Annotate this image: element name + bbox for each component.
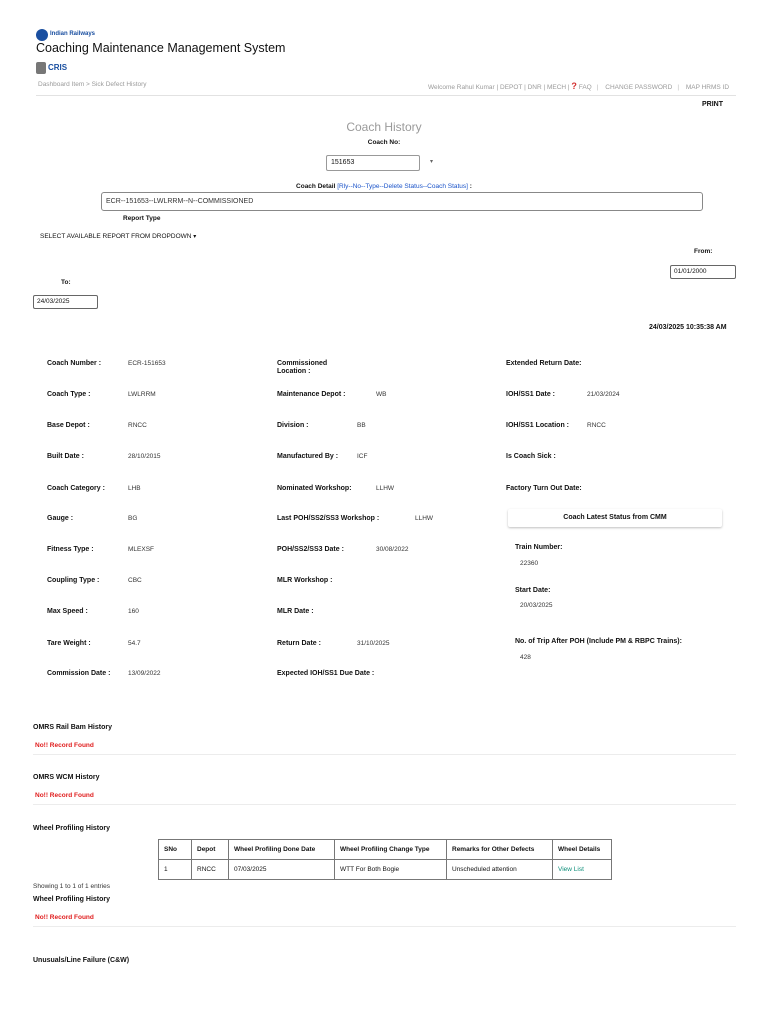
coach-type-label: Coach Type : xyxy=(47,391,91,398)
coach-no-input[interactable]: 151653 xyxy=(326,155,420,171)
col-done-date: Wheel Profiling Done Date xyxy=(229,840,335,860)
train-number-value: 22360 xyxy=(520,560,539,567)
division-label: Division : xyxy=(277,422,309,429)
cmm-status-card: Coach Latest Status from CMM xyxy=(508,509,722,527)
omrs-wcm-title: OMRS WCM History xyxy=(33,774,100,781)
ioh-date-value: 21/03/2024 xyxy=(587,391,620,398)
cris-logo: CRIS xyxy=(36,62,67,74)
welcome-text: Welcome Rahul Kumar | DEPOT | DNR | MECH | xyxy=(428,84,570,91)
commissioned-location-label: Commissioned Location : xyxy=(277,360,328,375)
maintenance-depot-label: Maintenance Depot : xyxy=(277,391,346,398)
poh-date-value: 30/08/2022 xyxy=(376,546,409,553)
train-number-label: Train Number: xyxy=(515,544,563,551)
return-date-label: Return Date : xyxy=(277,640,321,647)
coach-category-label: Coach Category : xyxy=(47,485,105,492)
is-coach-sick-label: Is Coach Sick : xyxy=(506,453,556,460)
map-hrms-link[interactable]: MAP HRMS ID xyxy=(685,84,730,91)
maintenance-depot-value: WB xyxy=(376,391,387,398)
to-date-input[interactable]: 24/03/2025 xyxy=(33,295,98,309)
print-button[interactable]: PRINT xyxy=(702,101,723,108)
commission-date-label: Commission Date : xyxy=(47,670,111,677)
top-nav: Welcome Rahul Kumar | DEPOT | DNR | MECH | ? FAQ | CHANGE PASSWORD | MAP HRMS ID xyxy=(428,81,730,91)
cell-sno: 1 xyxy=(159,860,192,880)
poh-date-label: POH/SS2/SS3 Date : xyxy=(277,546,344,553)
table-header-row xyxy=(159,840,612,860)
coach-detail-hint: [Rly--No--Type--Delete Status--Coach Status] xyxy=(337,183,468,190)
gauge-value: BG xyxy=(128,515,138,522)
col-depot: Depot xyxy=(192,840,229,860)
section-divider xyxy=(33,754,736,755)
col-change-type: Wheel Profiling Change Type xyxy=(335,840,447,860)
base-depot-value: RNCC xyxy=(128,422,147,429)
tare-weight-label: Tare Weight : xyxy=(47,640,91,647)
table-entries-info: Showing 1 to 1 of 1 entries xyxy=(33,883,110,890)
factory-turnout-date-label: Factory Turn Out Date: xyxy=(506,485,582,492)
coupling-type-label: Coupling Type : xyxy=(47,577,100,584)
wheel-profiling-2-status: No!! Record Found xyxy=(35,914,94,921)
manufactured-by-value: ICF xyxy=(357,453,368,460)
cell-done-date: 07/03/2025 xyxy=(229,860,335,880)
cell-depot: RNCC xyxy=(192,860,229,880)
fitness-type-label: Fitness Type : xyxy=(47,546,94,553)
expected-ioh-due-label: Expected IOH/SS1 Due Date : xyxy=(277,670,375,677)
max-speed-value: 160 xyxy=(128,608,139,615)
view-list-link[interactable]: View List xyxy=(553,860,612,880)
wheel-profiling-title: Wheel Profiling History xyxy=(33,825,111,832)
breadcrumb[interactable]: Dashboard Item > Sick Defect History xyxy=(38,81,147,88)
extended-return-date-label: Extended Return Date: xyxy=(506,360,582,367)
tare-weight-value: 54.7 xyxy=(128,640,141,647)
last-poh-workshop-label: Last POH/SS2/SS3 Workshop : xyxy=(277,515,380,522)
built-date-label: Built Date : xyxy=(47,453,84,460)
omrs-wcm-status: No!! Record Found xyxy=(35,792,94,799)
omrs-railbam-title: OMRS Rail Bam History xyxy=(33,724,112,731)
wheel-profiling-table xyxy=(158,839,612,880)
ashoka-emblem-icon xyxy=(36,62,46,74)
built-date-value: 28/10/2015 xyxy=(128,453,161,460)
nominated-workshop-value: LLHW xyxy=(376,485,395,492)
report-type-dropdown[interactable]: SELECT AVAILABLE REPORT FROM DROPDOWN ▾ xyxy=(40,233,197,240)
ioh-location-label: IOH/SS1 Location : xyxy=(506,422,570,429)
coach-type-value: LWLRRM xyxy=(128,391,156,398)
page-title: Coach History xyxy=(346,120,422,134)
indian-railways-logo: Indian Railways xyxy=(36,26,96,40)
col-wheel-details: Wheel Details xyxy=(553,840,612,860)
coach-detail-label: Coach Detail [Rly--No--Type--Delete Status--Coach Status] : xyxy=(296,183,472,190)
nominated-workshop-label: Nominated Workshop: xyxy=(277,485,352,492)
report-type-label: Report Type xyxy=(123,215,161,222)
omrs-railbam-status: No!! Record Found xyxy=(35,742,94,749)
coupling-type-value: CBC xyxy=(128,577,142,584)
unusuals-title: Unusuals/Line Failure (C&W) xyxy=(33,957,130,964)
trips-after-poh-label: No. of Trip After POH (Include PM & RBPC Trains): xyxy=(515,638,682,645)
ioh-location-value: RNCC xyxy=(587,422,606,429)
mlr-date-label: MLR Date : xyxy=(277,608,314,615)
trips-after-poh-value: 428 xyxy=(520,654,531,661)
from-label: From: xyxy=(694,248,713,255)
wheel-profiling-title-2: Wheel Profiling History xyxy=(33,896,111,903)
table-row xyxy=(159,860,612,880)
mlr-workshop-label: MLR Workshop : xyxy=(277,577,333,584)
cell-change-type: WTT For Both Bogie xyxy=(335,860,447,880)
change-password-link[interactable]: CHANGE PASSWORD xyxy=(605,84,673,91)
coach-number-value: ECR-151653 xyxy=(128,360,166,367)
report-timestamp: 24/03/2025 10:35:38 AM xyxy=(649,324,727,331)
manufactured-by-label: Manufactured By : xyxy=(277,453,339,460)
col-sno: SNo xyxy=(159,840,192,860)
chevron-down-icon: ▾ xyxy=(193,234,197,240)
division-value: BB xyxy=(357,422,366,429)
last-poh-workshop-value: LLHW xyxy=(415,515,434,522)
col-remarks: Remarks for Other Defects xyxy=(447,840,553,860)
coach-category-value: LHB xyxy=(128,485,141,492)
faq-link[interactable]: FAQ xyxy=(578,84,592,91)
start-date-value: 20/03/2025 xyxy=(520,602,553,609)
return-date-value: 31/10/2025 xyxy=(357,640,390,647)
coach-detail-field[interactable]: ECR--151653--LWLRRM--N--COMMISSIONED xyxy=(101,192,703,211)
header-divider xyxy=(36,95,736,96)
system-title: Coaching Maintenance Management System xyxy=(36,41,286,55)
gauge-label: Gauge : xyxy=(47,515,74,522)
section-divider xyxy=(33,926,736,927)
fitness-type-value: MLEXSF xyxy=(128,546,155,553)
from-date-input[interactable]: 01/01/2000 xyxy=(670,265,736,279)
faq-icon[interactable]: ? xyxy=(571,81,577,91)
commission-date-value: 13/09/2022 xyxy=(128,670,161,677)
section-divider xyxy=(33,804,736,805)
coach-no-label: Coach No: xyxy=(367,139,401,146)
max-speed-label: Max Speed : xyxy=(47,608,88,615)
base-depot-label: Base Depot : xyxy=(47,422,90,429)
cell-remarks: Unscheduled attention xyxy=(447,860,553,880)
indian-railways-emblem-icon xyxy=(36,29,48,41)
to-label: To: xyxy=(61,279,71,286)
ioh-date-label: IOH/SS1 Date : xyxy=(506,391,556,398)
coach-no-dropdown-icon[interactable]: ▾ xyxy=(430,159,434,165)
coach-number-label: Coach Number : xyxy=(47,360,102,367)
start-date-label: Start Date: xyxy=(515,587,551,594)
